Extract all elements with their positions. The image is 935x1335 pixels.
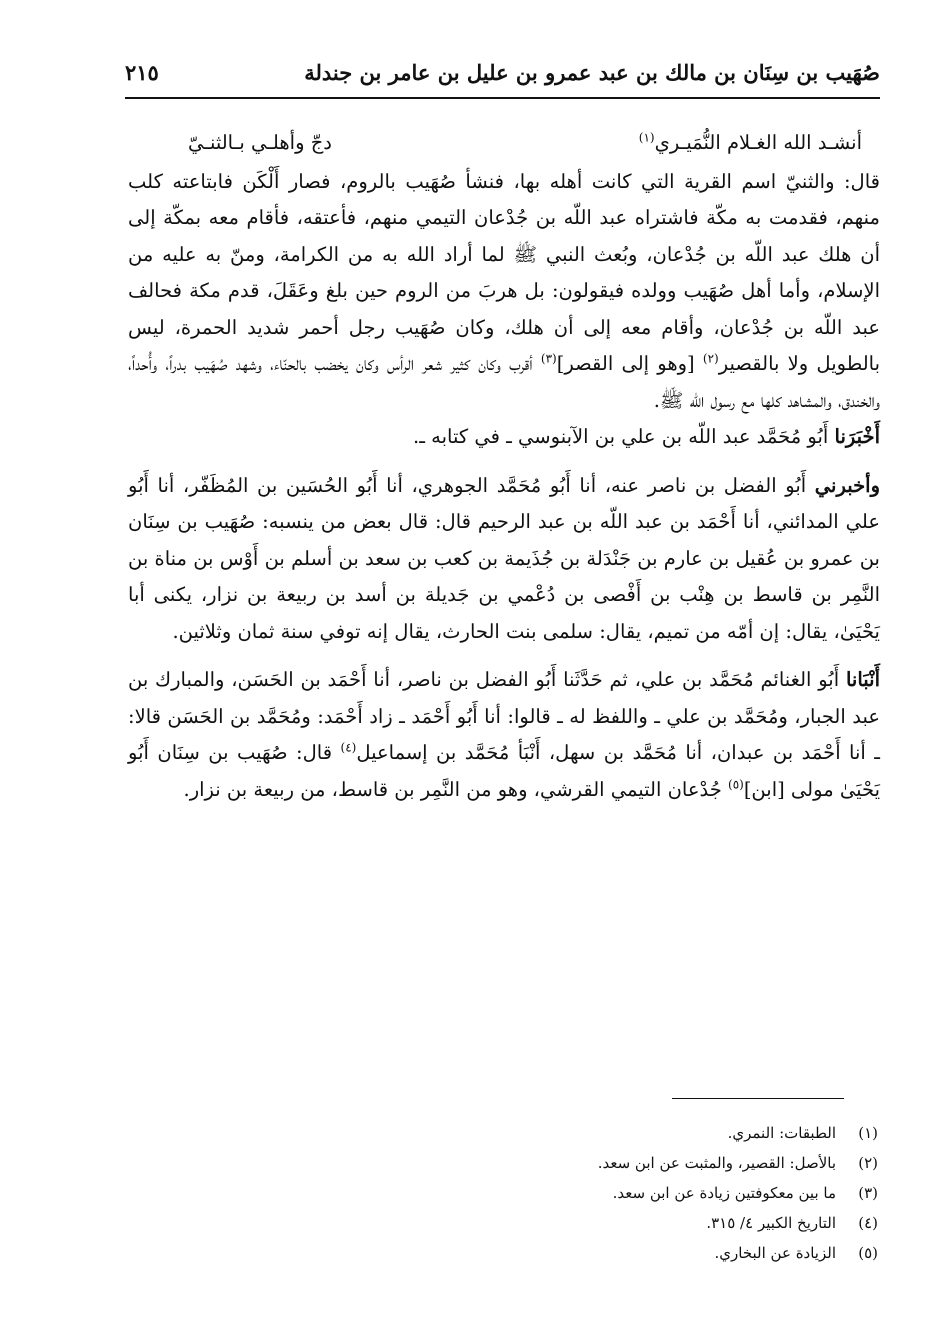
footnote-ref[interactable]: (٤) — [340, 740, 357, 755]
poem-verse — [128, 125, 880, 162]
footnote: (٢) بالأصل: القصير، والمثبت عن ابن سعد. — [597, 1154, 878, 1172]
footnote: (١) الطبقات: النمري. — [727, 1124, 878, 1142]
footnote-ref[interactable]: (٣) — [540, 351, 557, 366]
verse-right-hemistich: أنشـد الله الغـلام النُّمَيـري$^{(١)}$ — [638, 130, 862, 154]
footnotes — [300, 1118, 878, 1268]
paragraph-1: قال: والثنيّ اسم القرية التي كانت أهله بها، فنشأ صُهَيب بالروم، فصار أَلْكَن فابتاعته كلب منهم، فقدمت به مكّة فاشتراه عبد اللّه بن جُدْعان التيمي منهم، فأعتقه، فأقام معه بمكّة إلى أن هلك عبد اللّه بن جُدْعان، وبُعث النبي ﷺ لما أراد الله به من الكرامة، ومنّ به عليه من الإسلام، وأما أهل صُهَيب وولده فيقولون: بل هربَ من الروم حين بلغ وعَقَلَ، قدم مكة فحالف عبد اللّه بن جُدْعان، وأقام معه إلى أن هلك، وكان صُهَيب رجل أحمر شديد الحمرة، ليس بالطويل ولا بالقصير$^{(٢)}$ [وهو إلى القصر]$^{(٣)}$ أقرب وكان كثير شعر الرأس وكان يخضب بالحنّاء، وشهد صُهَيب بدراً، وأُحداً، والخندق، والمشاهد كلها مع رسول الله ﷺ. — [128, 169, 880, 412]
verse-left-hemistich: دجّ وأهلـي بـالثنـيّ — [188, 131, 332, 154]
main-text — [128, 125, 880, 808]
footnote-ref[interactable]: (٥) — [728, 777, 744, 791]
running-header — [125, 58, 880, 98]
paragraph-lead: أَخْبَرَنا — [834, 425, 880, 448]
footnote: (٣) ما بين معكوفتين زيادة عن ابن سعد. — [612, 1184, 878, 1202]
paragraph-2: أَخْبَرَنا أَبُو مُحَمَّد عبد اللّه بن علي بن الآبنوسي ـ في كتابه ـ. — [413, 425, 880, 448]
running-title: صُهَيب بن سِنَان بن مالك بن عبد عمرو بن عليل بن عامر بن جندلة — [304, 60, 880, 85]
paragraph-lead: وأخبرني — [814, 473, 880, 497]
footnote-rule — [672, 1098, 844, 1099]
footnote-ref[interactable]: (٢) — [702, 351, 719, 366]
paragraph-3: وأخبرني أَبُو الفضل بن ناصر عنه، أنا أَبُو مُحَمَّد الجوهري، أنا أَبُو الحُسَين بن المُظَفّر، أنا أَبُو علي المدائني، أنا أَحْمَد بن عبد اللّه بن عبد الرحيم قال: قال بعض من ينسبه: صُهَيب بن سِنَان بن عمرو بن عُقيل بن عارم بن جَنْدَلة بن جُذَيمة بن كعب بن سعد بن أسلم بن أَوْس بن مناة بن النَّمِر بن قاسط بن هِنْب بن أَفْصى بن دُعْمي بن جَديلة بن أسد بن ربيعة بن نزار، يكنى أبا يَحْيَىٰ، يقال: إن أمّه من تميم، يقال: سلمى بنت الحارث، يقال إنه توفي سنة ثمان وثلاثين. — [128, 473, 880, 643]
page-number: ٢١٥ — [125, 60, 159, 85]
footnote: (٥) الزيادة عن البخاري. — [714, 1244, 878, 1262]
footnote-ref[interactable]: (١) — [638, 130, 655, 145]
paragraph-4: أَنْبَانا أَبُو الغنائم مُحَمَّد بن علي، ثم حَدَّثَنا أَبُو الفضل بن ناصر، أنا أَحْمَد بن الحَسَن، والمبارك بن عبد الجبار، ومُحَمَّد بن علي ـ واللفظ له ـ قالوا: أنا أَبُو أَحْمَد ـ زاد أَحْمَد: ومُحَمَّد بن الحَسَن قالا: ـ أنا أَحْمَد بن عبدان، أنا مُحَمَّد بن سهل، أَنْبَأ مُحَمَّد بن إسماعيل$^{(٤)}$ قال: صُهَيب بن سِنَان أَبُو يَحْيَىٰ مولى [ابن]$^{(٥)}$ جُدْعان التيمي القرشي، وهو من النَّمِر بن قاسط، من ربيعة بن نزار. — [128, 668, 881, 801]
header-rule — [125, 97, 880, 99]
paragraph-lead: أَنْبَانا — [845, 668, 880, 691]
footnote: (٤) التاريخ الكبير ٤/ ٣١٥. — [706, 1214, 878, 1232]
